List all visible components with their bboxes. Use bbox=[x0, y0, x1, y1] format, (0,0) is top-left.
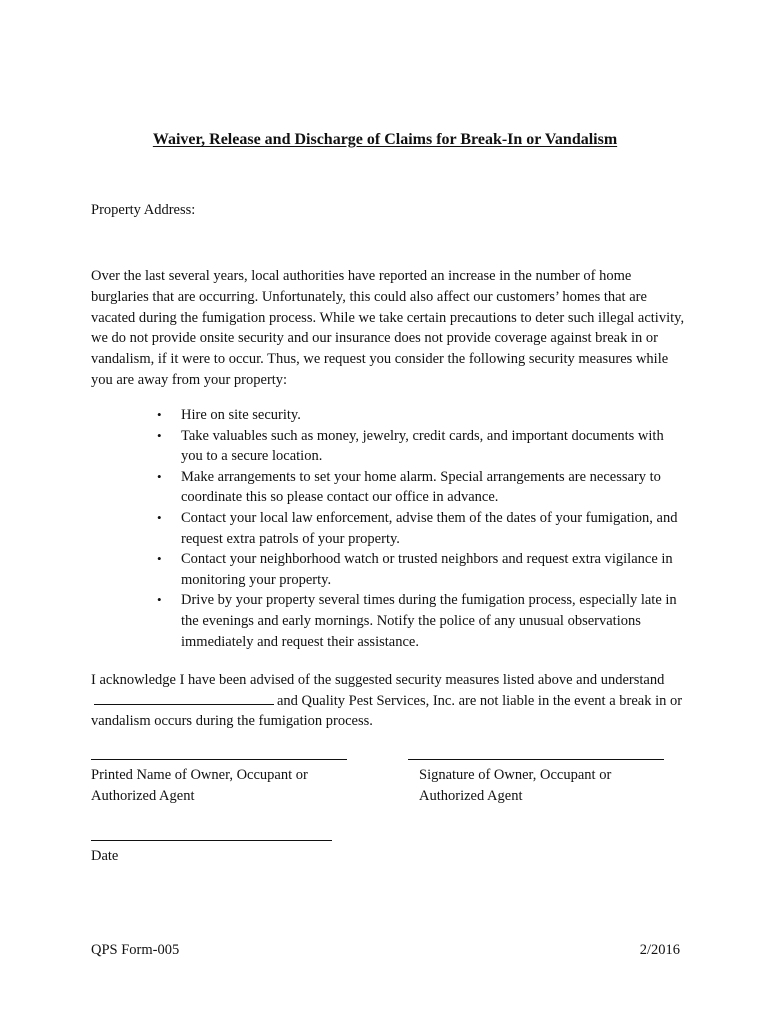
ack-text-before: I acknowledge I have been advised of the suggested security measures listed above and understand bbox=[91, 672, 665, 688]
security-measures-list bbox=[153, 405, 683, 652]
property-address-label: Property Address: bbox=[91, 202, 196, 218]
list-item bbox=[153, 590, 683, 652]
bullet-icon: • bbox=[157, 427, 162, 443]
date-line[interactable] bbox=[91, 840, 332, 841]
bullet-icon: • bbox=[157, 468, 162, 484]
list-item-text: Drive by your property several times during the fumigation process, especially late in the evenings and early mornings. Notify the police of any unusual observations immediately and request their assistance. bbox=[181, 592, 677, 650]
signature-label-line2: Authorized Agent bbox=[419, 787, 523, 804]
list-item bbox=[153, 426, 683, 467]
company-name-blank[interactable] bbox=[94, 691, 274, 705]
bullet-icon: • bbox=[157, 509, 162, 525]
bullet-icon: • bbox=[157, 551, 162, 567]
bullet-icon: • bbox=[157, 592, 162, 608]
list-item-text: Contact your local law enforcement, advise them of the dates of your fumigation, and request extra patrols of your property. bbox=[181, 509, 678, 547]
list-item-text: Make arrangements to set your home alarm. Special arrangements are necessary to coordinate this so please contact our office in advance. bbox=[181, 468, 661, 506]
ack-text-after: and Quality Pest Services, Inc. are not liable in the event a break in or vandalism occurs during the fumigation process. bbox=[91, 692, 683, 730]
date-label: Date bbox=[91, 848, 119, 864]
acknowledgement-paragraph bbox=[91, 670, 691, 732]
list-item-text: Contact your neighborhood watch or trusted neighbors and request extra vigilance in monitoring your property. bbox=[181, 551, 673, 588]
list-item-text: Hire on site security. bbox=[181, 407, 301, 423]
signature-line[interactable] bbox=[408, 759, 664, 760]
signature-label bbox=[419, 765, 611, 806]
list-item-text: Take valuables such as money, jewelry, credit cards, and important documents with you to a secure location. bbox=[181, 427, 664, 465]
list-item bbox=[153, 549, 683, 590]
footer-form-id: QPS Form-005 bbox=[91, 942, 180, 958]
printed-name-label bbox=[91, 765, 308, 806]
list-item bbox=[153, 467, 683, 508]
bullet-icon: • bbox=[157, 407, 162, 422]
footer-date: 2/2016 bbox=[639, 942, 680, 958]
printed-name-label-line1: Printed Name of Owner, Occupant or bbox=[91, 767, 308, 783]
intro-paragraph: Over the last several years, local authorities have reported an increase in the number of home burglaries that are occurring. Unfortunately, this could also affect our customers’ homes that are vacated during the fumigation process. While we take certain precautions to deter such illegal activity, we do not provide onsite security and our insurance does not provide coverage against break in or vandalism, if it were to occur. Thus, we request you consider the following security measures while you are away from your property: bbox=[91, 268, 685, 388]
printed-name-label-line2: Authorized Agent bbox=[91, 787, 195, 804]
signature-label-line1: Signature of Owner, Occupant or bbox=[419, 767, 612, 783]
document-title: Waiver, Release and Discharge of Claims for Break-In or Vandalism bbox=[152, 131, 618, 148]
list-item bbox=[153, 405, 683, 426]
printed-name-line[interactable] bbox=[91, 759, 347, 760]
list-item bbox=[153, 508, 683, 549]
